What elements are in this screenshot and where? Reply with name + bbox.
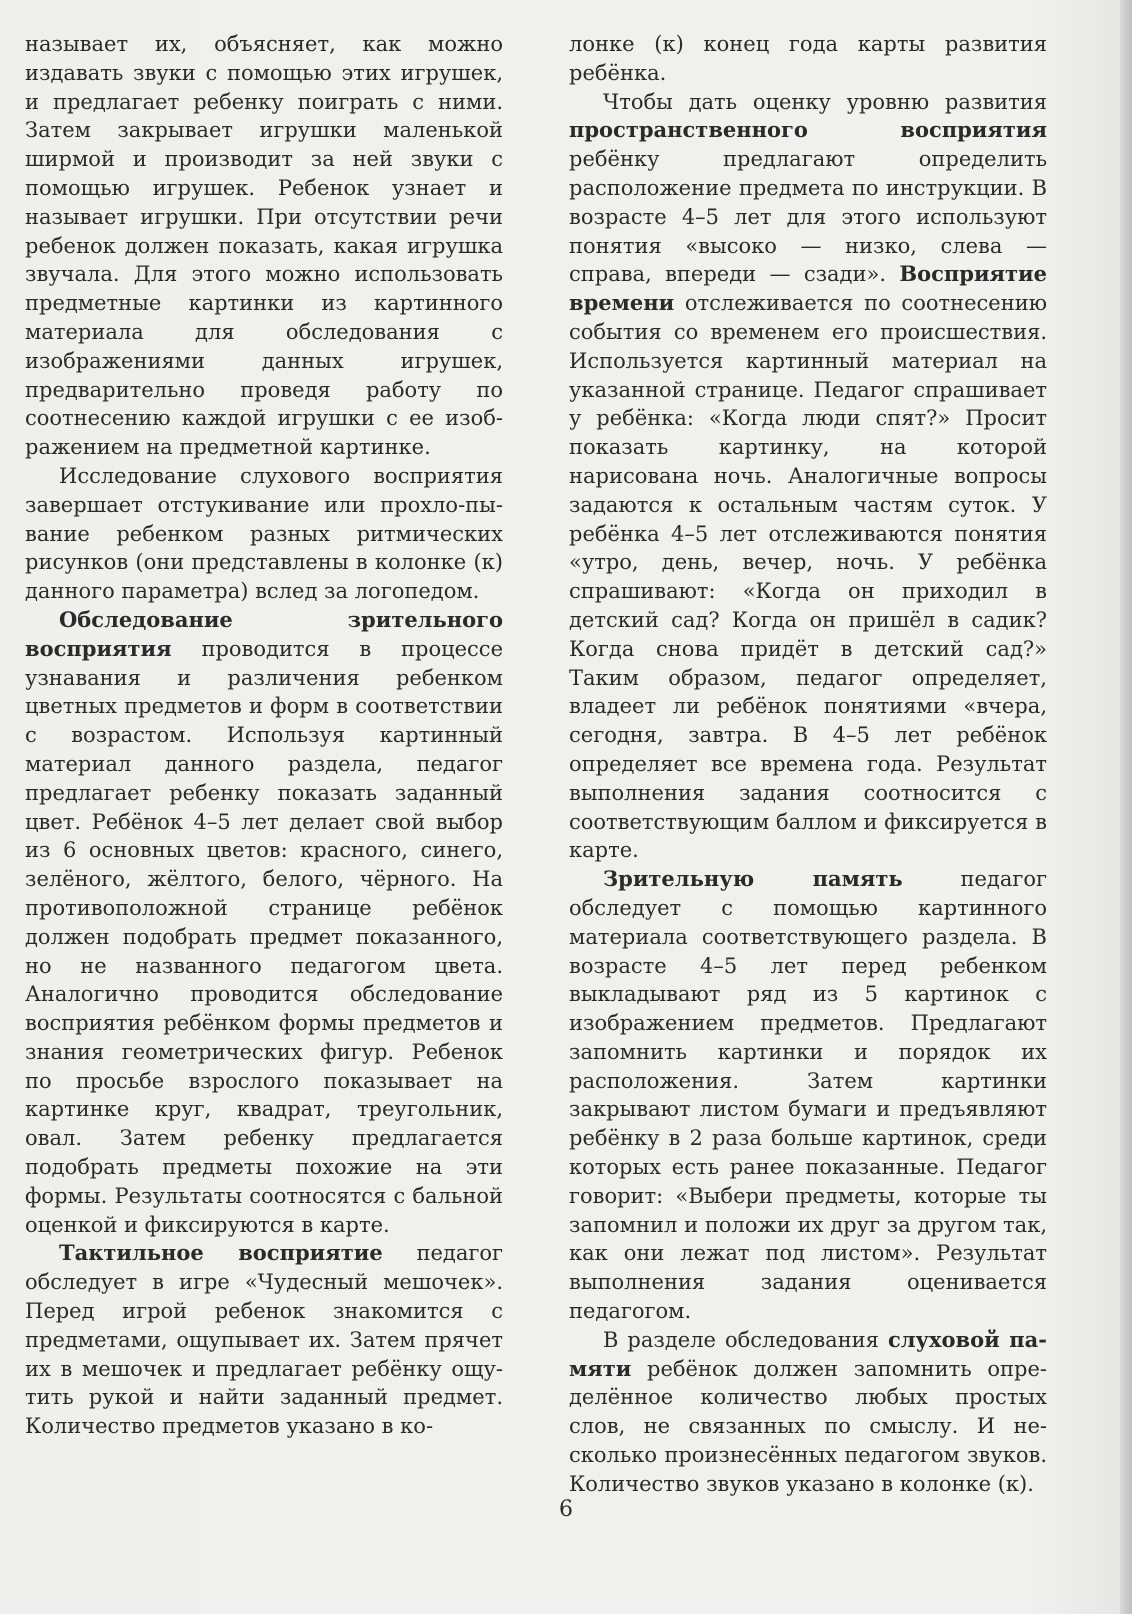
bold-term: Тактильное восприятие	[59, 1240, 383, 1266]
left-column	[25, 30, 503, 1441]
bold-term: слуховой памяти	[569, 1326, 1047, 1381]
paragraph: Чтобы дать оценку уровню развития пространственного восприятия ребёнку предлагают определить расположение предмета по инструкции. В возрасте 4–5 лет для этого используют понятия «высоко — низко, слева — справа, впереди — сзади». Восприятие времени отслеживается по соотнесению события со временем его происшествия. Используется картинный материал на указанной странице. Педагог спрашивает у ребёнка: «Когда люди спят?» Просит показать картинку, на которой нарисована ночь. Аналогичные вопросы задаются к остальным частям суток. У ребёнка 4–5 лет отслеживаются понятия «утро, день, вечер, ночь. У ребёнка спрашивают: «Когда он приходил в детский сад? Когда он пришёл в садик? Когда снова придёт в детский сад?» Таким образом, педагог определяет, владеет ли ребёнок понятиями «вчера, сегодня, завтра. В 4–5 лет ребёнок определяет все времена года. Результат выполнения задания соотносится с соответствующим баллом и фиксируется в карте.	[569, 89, 1047, 863]
bold-term: Обследование зрительного восприятия	[25, 606, 503, 661]
paragraph: называет их, объясняет, как можно издавать звуки с помощью этих игрушек, и предлагает ребенку поиграть с ними. Затем закрывает игрушки маленькой ширмой и производит за ней звуки с помощью игрушек. Ребенок узнает и называет игрушки. При отсутствии речи ребенок должен показать, какая игрушка звучала. Для этого можно использовать предметные картинки из картинного материала для обследования с изображениями данных игрушек, предварительно проведя работу по соотнесению каждой игрушки с ее изображением на предметной картинке.	[25, 32, 503, 460]
page-edge-shadow	[1120, 0, 1132, 1614]
paragraph: Исследование слухового восприятия завершает отстукивание или прохло-пывание ребенком разных ритмических рисунков (они представлены в колонке (к) данного параметра) вслед за логопедом.	[25, 463, 503, 604]
bold-term: Восприятие времени	[569, 261, 1047, 316]
paragraph: В разделе обследования слуховой памяти ребёнок должен запомнить определённое количество любых простых слов, не связанных по смыслу. И несколько произнесённых педагогом звуков. Количество звуков указано в колонке (к).	[569, 1326, 1047, 1496]
paragraph: Обследование зрительного восприятия проводится в процессе узнавания и различения ребенком цветных предметов и форм в соответствии с возрастом. Используя картинный материал данного раздела, педагог предлагает ребенку показать заданный цвет. Ребёнок 4–5 лет делает свой выбор из 6 основных цветов: красного, синего, зелёного, жёлтого, белого, чёрного. На противоположной странице ребёнок должен подобрать предмет показанного, но не названного педагогом цвета. Аналогично проводится обследование восприятия ребёнком формы предметов и знания геометрических фигур. Ребенок по просьбе взрослого показывает на картинке круг, квадрат, треугольник, овал. Затем ребенку предлагается подобрать предметы похожие на эти формы. Результаты соотносятся с бальной оценкой и фиксируются в карте.	[25, 606, 503, 1237]
bold-term: Зрительную память	[603, 866, 903, 892]
right-column	[569, 30, 1047, 1499]
paragraph: лонке (к) конец года карты развития ребёнка.	[569, 32, 1047, 85]
bold-term: пространственного восприятия	[569, 117, 1047, 143]
page-number: 6	[559, 1497, 573, 1522]
paragraph: Тактильное восприятие педагог обследует в игре «Чудесный мешочек». Перед игрой ребенок знакомится с предметами, ощупывает их. Затем прячет их в мешочек и предлагает ребёнку ощутить рукой и найти заданный предмет. Количество предметов указано в ко-	[25, 1240, 503, 1439]
paragraph: Зрительную память педагог обследует с помощью картинного материала соответствующего раздела. В возрасте 4–5 лет перед ребенком выкладывают ряд из 5 картинок с изображением предметов. Предлагают запомнить картинки и порядок их расположения. Затем картинки закрывают листом бумаги и предъявляют ребёнку в 2 раза больше картинок, среди которых есть ранее показанные. Педагог говорит: «Выбери предметы, которые ты запомнил и положи их друг за другом так, как они лежат под листом». Результат выполнения задания оценивается педагогом.	[569, 866, 1048, 1324]
